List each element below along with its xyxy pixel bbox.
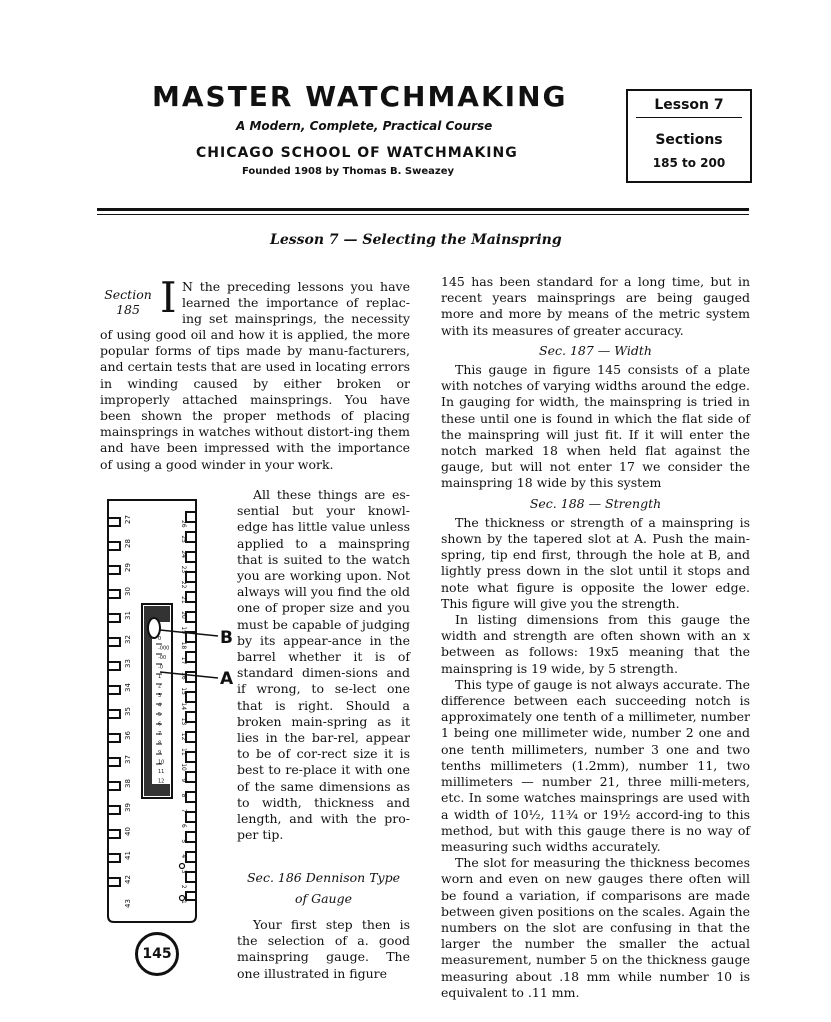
right-column — [441, 274, 750, 1001]
intro-line-2: learned the importance of replac- — [182, 295, 410, 311]
slot-scale-label: 3 — [158, 693, 162, 699]
right-scale-label: 3 — [180, 869, 187, 874]
left-scale-label: 29 — [124, 563, 132, 572]
left-scale-label: 43 — [124, 899, 132, 908]
right-scale-label: 16 — [180, 672, 187, 680]
left-scale-label: 41 — [124, 851, 132, 860]
section-label — [103, 287, 153, 317]
left-scale-label: 34 — [124, 683, 132, 692]
right-para-4: In listing dimensions from this gauge the width and strength are often shown with an x between as follows: 19x5 meaning that the mainspring is 19 wide, by 5 strength. — [441, 612, 750, 676]
right-scale-label: 22 — [180, 580, 187, 589]
slot-scale-label: 12 — [158, 778, 165, 785]
sec186-line-1: Sec. 186 Dennison Type — [246, 870, 401, 885]
slot-scale-label: 6 — [158, 721, 162, 728]
slot-scale-label: -000 — [158, 645, 170, 652]
left-col-text — [237, 487, 410, 843]
right-scale-label: 10 — [180, 763, 187, 771]
right-scale-label: 20 — [180, 611, 187, 619]
left-scale-label: 31 — [124, 611, 132, 620]
section-label-word: Section — [104, 287, 152, 302]
slot-scale-label: 1 — [158, 674, 162, 680]
right-scale-label: 19 — [180, 626, 187, 635]
right-scale-label: 13 — [180, 717, 187, 726]
left-scale-label: 33 — [124, 659, 132, 668]
right-scale-label: 24 — [180, 550, 187, 559]
slot-scale-label: 2 — [158, 683, 162, 690]
drop-cap: I — [160, 273, 177, 322]
left-col-para-1: All these things are es-sential but your knowl-edge has little value unless applied to a mainspring that is suited to the watch you are working upon. Not always will you find the old one of proper size and you must be capable of judging by its appear-ance in the barrel whether it is of standard dimen-sions and if wrong, to se-lect one that is right. Should a broken main-spring as it lies in the bar-rel, appear to be of cor-rect size it is best to re-place it with one of the same dimensions as to width, thickness and length, and with the pro-per tip. — [237, 487, 410, 843]
right-scale-label: 6 — [180, 824, 187, 828]
slot-scale-label: 8 — [158, 740, 162, 747]
right-scale-label: 4 — [180, 854, 187, 859]
right-scale-label: 15 — [180, 687, 187, 695]
lesson-heading: Lesson 7 — Selecting the Mainspring — [270, 232, 562, 248]
slot-scale-label: 9 — [158, 750, 162, 756]
right-scale-label: 5 — [180, 839, 187, 844]
slot-scale-label: 7 — [158, 731, 162, 737]
slot-scale-label: 5 — [158, 712, 162, 718]
right-scale-label: 23 — [180, 565, 187, 574]
slot-scale-label: -0 — [158, 664, 163, 671]
left-col-para-2: Your first step then is the selection of a. good mainspring gauge. The one illustrated in figure — [237, 917, 410, 981]
left-scale-label: 27 — [124, 515, 132, 524]
right-para-2: This gauge in figure 145 consists of a plate with notches of varying widths around the edge. In gauging for width, the mainspring is tried in these until one is found in which the flat side of the mainspring will just fit. If it will enter the notch marked 18 when held flat against the gauge, but will not enter 17 we consider the mainspring 18 wide by this system — [441, 362, 750, 491]
lesson-box-divider — [636, 117, 742, 118]
right-scale-label: 17 — [180, 656, 187, 665]
section-label-number: 185 — [116, 302, 140, 317]
page-title: MASTER WATCHMAKING — [152, 80, 568, 113]
right-para-3: The thickness or strength of a mainspring is shown by the tapered slot at A. Push the main-spring, tip end first, through the hole at B, and lightly press down in the slot until it stops and note what figure is opposite the lower edge. This figure will give you the strength. — [441, 514, 750, 611]
sec187-heading: Sec. 187 — Width — [539, 342, 652, 358]
left-scale-label: 42 — [124, 875, 132, 884]
right-scale-label: 11 — [180, 748, 187, 756]
left-scale-label: 40 — [124, 827, 132, 836]
left-scale-label: 38 — [124, 779, 132, 788]
left-col-para-2-block — [237, 917, 410, 982]
right-scale-label: 9 — [180, 778, 187, 783]
right-scale-label: 25 — [180, 535, 187, 543]
right-para-6: The slot for measuring the thickness becomes worn and even on new gauges there often will be found a variation, if comparisons are made between given positions on the scales. Again the numbers on the slot are confusing in that the larger the number the smaller the actual measurement, number 5 on the thickness gauge measuring about .18 mm while number 10 is equivalent to .11 mm. — [441, 855, 750, 1000]
right-scale-label: 1 — [180, 900, 187, 904]
left-scale-label: 32 — [124, 635, 132, 644]
right-scale-label: 26 — [180, 520, 187, 528]
slot-scale-label: 10 — [158, 759, 165, 766]
right-scale-label: 14 — [180, 702, 187, 711]
left-scale-label: 30 — [124, 587, 132, 596]
slot-scale-label: 0 — [158, 636, 162, 642]
right-scale-label: 18 — [180, 641, 187, 650]
right-scale-label: 2 — [180, 884, 187, 889]
slot-scale-label: 4 — [158, 702, 162, 709]
right-para-5: This type of gauge is not always accurate. The difference between each succeeding notch is approximately one tenth of a millimeter, number 1 being one millimeter wide, number 2 one and one tenth millimeters, number 3 one and two tenths millimeters (1.2mm), number 11, two millimeters — number 21, three milli-meters, etc. In some watches mainsprings are used with a width of 10½, 11¾ or 19½ accord-ing to this method, but with this gauge there is no way of measuring such widths accurately. — [441, 676, 750, 854]
lesson-box — [626, 89, 752, 183]
right-scale-label: 7 — [180, 808, 187, 813]
lesson-box-sections: Sections — [655, 132, 723, 148]
left-scale-label: 28 — [124, 539, 132, 548]
lesson-box-lesson: Lesson 7 — [654, 97, 724, 113]
figure-number-badge: 145 — [135, 932, 179, 976]
slot-scale-label: 11 — [158, 769, 165, 775]
course-subtitle: A Modern, Complete, Practical Course — [236, 119, 493, 133]
left-scale-label: 39 — [124, 803, 132, 812]
label-a: A — [220, 669, 234, 689]
founded-line: Founded 1908 by Thomas B. Sweazey — [242, 166, 454, 177]
right-para-1: 145 has been standard for a long time, but in recent years mainsprings are being gauged more and more by means of the metric system with its measures of greater accuracy. — [441, 274, 750, 338]
school-name: CHICAGO SCHOOL OF WATCHMAKING — [196, 145, 518, 161]
sec186-heading — [237, 870, 410, 907]
header-rule-thick — [97, 208, 749, 211]
slot-scale-label: -00 — [158, 655, 167, 661]
header-rule-thin — [97, 214, 749, 215]
sec186-line-2: of Gauge — [294, 891, 352, 907]
lesson-box-range: 185 to 200 — [652, 156, 726, 170]
right-scale-label: 21 — [180, 596, 187, 604]
mainspring-gauge-figure — [100, 494, 250, 934]
intro-line-1: N the preceding lessons you have — [182, 279, 410, 294]
right-scale-label: 8 — [180, 793, 187, 798]
intro-line-3: ing set mainsprings, the necessity — [182, 311, 410, 327]
sec188-heading: Sec. 188 — Strength — [529, 495, 662, 511]
intro-text: of using good oil and how it is applied, the more popular forms of tips made by manu-facturers, and certain tests that are used in locating errors in winding caused by either broken or improperly attached mainsprings. You have been shown the proper methods of placing mainsprings in watches without distort-ing them and have been impressed with the importance of using a good winder in your work. — [100, 327, 410, 472]
intro-first-lines — [182, 279, 410, 328]
right-scale-label: 12 — [180, 732, 187, 741]
left-scale-label: 36 — [124, 731, 132, 740]
label-b: B — [220, 628, 233, 648]
intro-paragraph — [100, 327, 410, 473]
left-scale-label: 35 — [124, 707, 132, 716]
left-scale-label: 37 — [124, 755, 132, 764]
